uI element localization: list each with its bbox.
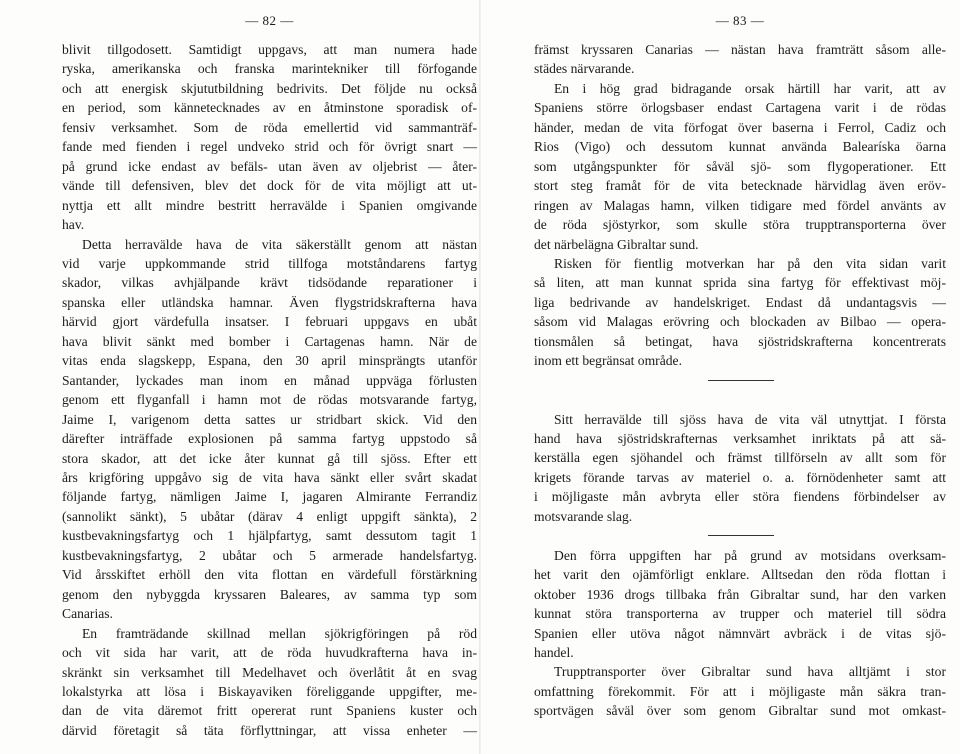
left-page — [62, 0, 477, 754]
text-line: i möjligaste mån avbryta eller störa fiendens förbindelser av — [534, 489, 946, 505]
text-line: och vit sida har varit, att de röda huvudkrafterna hava in- — [62, 645, 477, 661]
right-page — [534, 0, 946, 754]
text-line: En i hög grad bidragande orsak härtill har varit, att av — [554, 80, 946, 96]
text-line: stort steg framåt för de vita betecknade härvidlag även eröv- — [534, 178, 946, 194]
text-line: sportvägen såväl över som genom Gibraltar sund mot omkast- — [534, 703, 946, 719]
text-line: Jaime I, varigenom detta sattes ur stridbart skick. Vid den — [62, 411, 477, 427]
text-line: nyttja ett allt mindre bestritt herravälde i Spanien omgivande — [62, 197, 477, 213]
text-line: kustbevakningsfartyg och 1 hjälpfartyg, samt dessutom tagit 1 — [62, 528, 477, 544]
text-line: Spaniens större örlogsbaser endast Cartagena varit i de rödas — [534, 100, 946, 116]
text-line: genom ett flyganfall i hamn mot de rödas motsvarande fartyg, — [62, 392, 477, 408]
text-line: En framträdande skillnad mellan sjökrigföringen på röd — [82, 625, 477, 641]
text-line: fensiv verksamhet. Som de röda emellertid vid sammanträf- — [62, 119, 477, 135]
text-line: därvid företagit så täta förflyttningar, att vissa enheter — — [62, 722, 477, 738]
text-line: het varit den ojämförligt enklare. Alltsedan den röda flottan i — [534, 567, 946, 583]
text-line: blivit tillgodosett. Samtidigt uppgavs, att man numera hade — [62, 42, 477, 57]
text-line: härvid gjort värdefulla insatser. I februari uppgavs en ubåt — [62, 314, 477, 330]
text-line: och att energisk skjututbildning bedrivits. Det följde nu också — [62, 80, 477, 96]
text-line: spanska eller utländska hamnar. Även flygstridskrafterna hava — [62, 294, 477, 310]
text-line: års krigföring uppgåvo sig de vita hava sänkt eller svårt skadat — [62, 469, 477, 485]
text-line: därefter inträffade explosionen på samma fartyg uppstodo så — [62, 431, 477, 447]
text-line: på grund icke endast av befäls- utan även av oljebrist — åter- — [62, 158, 477, 174]
text-line: (sannolikt sänkt), 5 ubåtar (därav 4 enligt uppgift sänkta), 2 — [62, 508, 477, 524]
text-line: kerställa egen sjöhandel och främst tillförseln av allt som för — [534, 450, 946, 466]
text-line: tionsmålen så betingat, hava sjöstridskrafterna koncentrerats — [534, 333, 946, 349]
text-line: Santander, lyckades man inom en månad uppväga förlusten — [62, 372, 477, 388]
text-line: så liten, att man kunnat sprida sina fartyg för effektivast möj- — [534, 275, 946, 291]
text-line: oktober 1936 drogs tillbaka från Gibraltar sund, har den varken — [534, 586, 946, 602]
text-line: vid varje uppkommande strid tillfoga motståndarens fartyg — [62, 255, 477, 271]
text-line: ringen av Malagas hamn, vilken tidigare med fördel använts av — [534, 197, 946, 213]
text-line: Den förra uppgiften har på grund av motsidans overksam- — [554, 547, 946, 563]
page-number: — 82 — — [245, 13, 294, 28]
text-line: motsvarande slag. — [534, 508, 633, 524]
text-line: de röda sjöstyrkor, som skulle störa trupptransporterna över — [534, 217, 946, 233]
text-line: såsom vid Malagas erövring och blockaden av Bilbao — opera- — [534, 314, 946, 330]
text-line: Canarias. — [62, 606, 113, 622]
text-line: Detta herravälde hava de vita säkerställt genom att nästan — [82, 236, 477, 252]
text-line: genom den nybyggda kryssaren Baleares, av samma typ som — [62, 586, 477, 602]
text-line: kustbevakningsfartyg, 2 ubåtar och 5 armerade handelsfartyg. — [62, 547, 477, 563]
page-text — [534, 40, 946, 721]
text-line: följande fartyg, nämligen Jaime I, jagaren Almirante Ferrandiz — [62, 489, 477, 505]
text-line: Trupptransporter över Gibraltar sund hava alltjämt i stor — [554, 664, 946, 680]
page-gutter — [479, 0, 481, 754]
page-number: — 83 — — [715, 13, 765, 28]
section-gap — [534, 390, 946, 409]
text-line: skador, vilkas avhjälpande krävt tidsödande reparationer i — [62, 275, 477, 291]
text-line: händer, medan de vita förfogat över baserna i Ferrol, Cadiz och — [534, 119, 946, 135]
text-line: som utgångspunkter för såväl sjö- som flygoperationer. Ett — [534, 158, 946, 174]
page-text — [62, 40, 477, 740]
text-line: ryska, amerikanska och franska marintekniker till förfogande — [62, 61, 477, 77]
text-line: inom ett begränsat område. — [534, 353, 682, 369]
section-divider — [534, 371, 946, 390]
text-line: Rios (Vigo) och dessutom kunnat använda Balearíska öarna — [534, 139, 946, 155]
text-line: Sitt herravälde till sjöss hava de vita väl utnyttjat. I första — [554, 411, 946, 427]
text-line: Risken för fientlig motverkan har på den vita sidan varit — [554, 255, 946, 271]
text-line: Vid årsskiftet erhöll den vita flottan en värdefull förstärkning — [62, 567, 477, 583]
text-line: lokalstyrka att lösa i Biskayaviken föreliggande uppgifter, me- — [62, 683, 477, 699]
text-line: vände till defensiven, blev det dock för de vita möjligt att ut- — [62, 178, 477, 194]
text-line: hava blivit sänkt med bomber i Cartagenas hamn. När de — [62, 333, 477, 349]
text-line: fande med fienden i regel undveko strid och för övrigt snart — — [62, 139, 477, 155]
text-line: omfattning förekommit. För att i möjligaste mån säkra tran- — [534, 683, 946, 699]
text-line: det närbelägna Gibraltar sund. — [534, 236, 699, 252]
text-line: stora skador, att det icke åter kunnat gå till sjöss. Efter ett — [62, 450, 477, 466]
text-line: handel. — [534, 645, 574, 660]
text-line: hav. — [62, 217, 85, 233]
text-line: städes närvarande. — [534, 61, 635, 77]
text-line: dan de vita däremot fritt opererat runt Spaniens kuster och — [62, 703, 477, 719]
text-line: hand hava sjöstridskrafternas verksamhet inriktats på att sä- — [534, 431, 946, 447]
text-line: främst kryssaren Canarias — nästan hava framträtt såsom alle- — [534, 42, 946, 57]
text-line: en period, som kännetecknades av en åtminstone sporadisk of- — [62, 100, 477, 116]
text-line: liga bedrivande av handelskriget. Endast då undantagsvis — — [534, 294, 946, 310]
text-line: krigets förande tarvas av materiel o. a. förnödenheter samt att — [534, 469, 946, 485]
text-line: kunnat störa transporterna av trupper och materiel till södra — [534, 606, 946, 622]
text-line: Spanien eller utöva något nämnvärt avbräck i de vitas sjö- — [534, 625, 946, 641]
text-line: skränkt sin verksamhet till Medelhavet och överlåtit åt en svag — [62, 664, 477, 680]
text-line: vitas enda slagskepp, Espana, den 30 april minsprängts utanför — [62, 353, 477, 369]
section-divider — [534, 526, 946, 545]
